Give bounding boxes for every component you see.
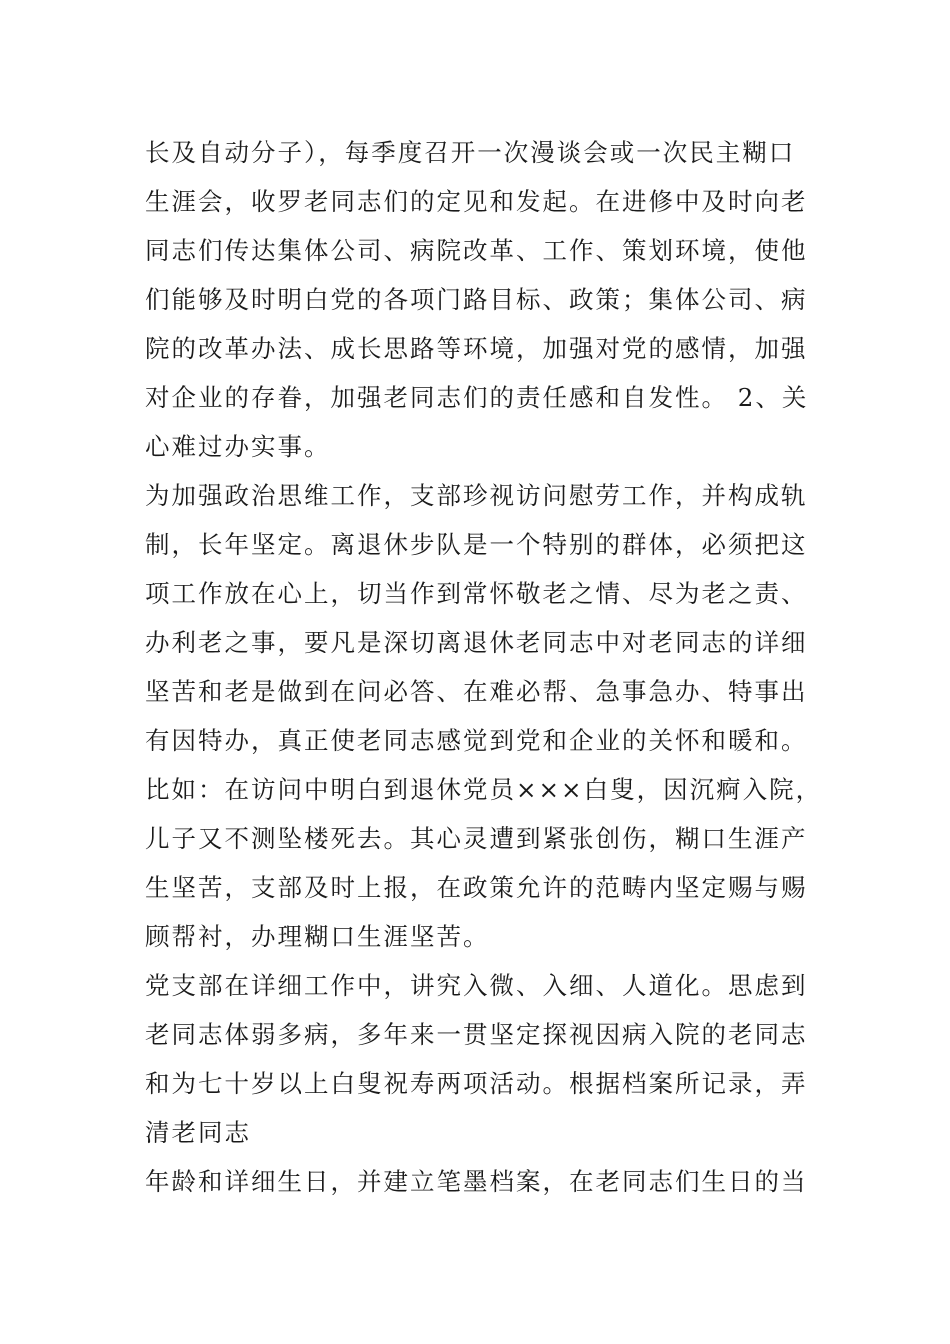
text-line: 项工作放在心上，切当作到常怀敬老之情、尽为老之责、 bbox=[145, 579, 808, 608]
text-line: 比如：在访问中明白到退休党员×××白叟，因沉痾入院， bbox=[145, 775, 823, 804]
text-line: 对企业的存眷，加强老同志们的责任感和自发性。 2、关 bbox=[145, 383, 809, 412]
paragraph-2 bbox=[145, 471, 823, 961]
text-line: 老同志体弱多病，多年来一贯坚定探视因病入院的老同志 bbox=[145, 1020, 808, 1049]
text-line: 生涯会，收罗老同志们的定见和发起。在进修中及时向老 bbox=[145, 187, 808, 216]
text-line: 心难过办实事。 bbox=[145, 432, 331, 461]
text-line: 办利老之事，要凡是深切离退休老同志中对老同志的详细 bbox=[145, 628, 808, 657]
text-line: 为加强政治思维工作，支部珍视访问慰劳工作，并构成轨 bbox=[145, 481, 808, 510]
text-line: 清老同志 bbox=[145, 1118, 251, 1147]
document-page bbox=[145, 128, 823, 1206]
text-line: 顾帮衬，办理糊口生涯坚苦。 bbox=[145, 922, 490, 951]
text-line: 有因特办，真正使老同志感觉到党和企业的关怀和暖和。 bbox=[145, 726, 808, 755]
text-line: 制，长年坚定。离退休步队是一个特别的群体，必须把这 bbox=[145, 530, 808, 559]
paragraph-4 bbox=[145, 1157, 815, 1206]
paragraph-3 bbox=[145, 961, 815, 1157]
text-line: 党支部在详细工作中，讲究入微、入细、人道化。思虑到 bbox=[145, 971, 808, 1000]
text-line: 坚苦和老是做到在问必答、在难必帮、急事急办、特事出 bbox=[145, 677, 808, 706]
text-line: 儿子又不测坠楼死去。其心灵遭到紧张创伤，糊口生涯产 bbox=[145, 824, 808, 853]
text-line: 们能够及时明白党的各项门路目标、政策；集体公司、病 bbox=[145, 285, 808, 314]
text-line: 院的改革办法、成长思路等环境，加强对党的感情，加强 bbox=[145, 334, 808, 363]
text-line: 生坚苦，支部及时上报，在政策允许的范畴内坚定赐与赐 bbox=[145, 873, 808, 902]
paragraph-1 bbox=[145, 128, 815, 471]
text-line: 同志们传达集体公司、病院改革、工作、策划环境，使他 bbox=[145, 236, 808, 265]
text-line: 年龄和详细生日，并建立笔墨档案，在老同志们生日的当 bbox=[145, 1167, 808, 1196]
text-line: 和为七十岁以上白叟祝寿两项活动。根据档案所记录，弄 bbox=[145, 1069, 808, 1098]
text-line: 长及自动分子），每季度召开一次漫谈会或一次民主糊口 bbox=[145, 138, 796, 167]
